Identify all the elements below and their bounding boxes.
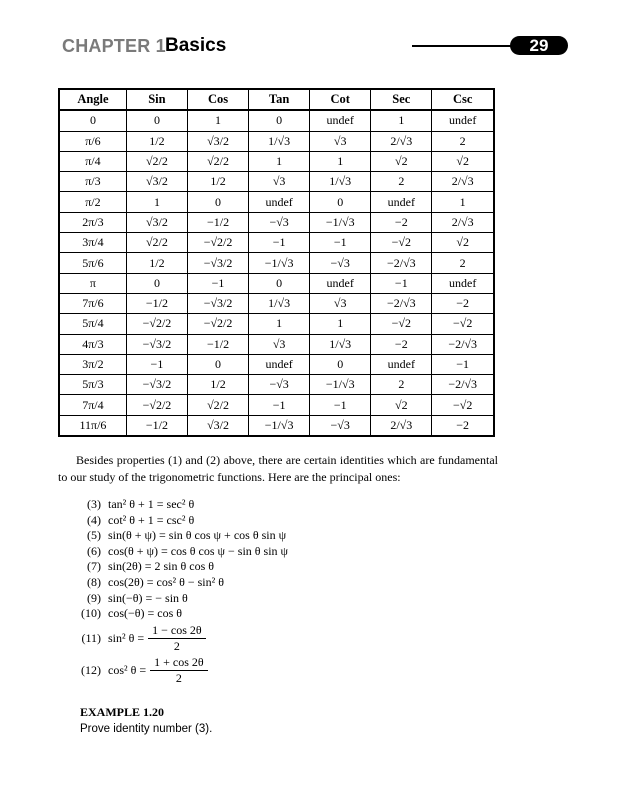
identity-number: (12)	[81, 662, 101, 677]
table-cell: −1/√3	[310, 212, 371, 232]
identity-formula: cos(2θ) = cos² θ − sin² θ	[108, 574, 224, 589]
table-cell: −√2/2	[187, 314, 248, 334]
table-cell: −1	[371, 273, 432, 293]
table-cell: 1	[310, 151, 371, 171]
table-cell: −1/2	[126, 415, 187, 436]
table-cell: −√3/2	[187, 293, 248, 313]
table-cell: undef	[371, 192, 432, 212]
identity-item	[67, 559, 487, 575]
chapter-label: CHAPTER 1	[62, 36, 166, 56]
page-header	[62, 34, 572, 62]
table-cell: √3/2	[187, 415, 248, 436]
table-cell: 1/2	[187, 172, 248, 192]
table-cell: 0	[126, 273, 187, 293]
table-row	[59, 192, 494, 212]
table-cell: undef	[432, 273, 494, 293]
table-row	[59, 314, 494, 334]
column-header: Sec	[371, 89, 432, 110]
table-cell: −1/2	[187, 212, 248, 232]
table-cell: −1/2	[187, 334, 248, 354]
table-cell: undef	[310, 273, 371, 293]
table-cell: 0	[249, 110, 310, 131]
table-cell: undef	[371, 354, 432, 374]
table-row	[59, 415, 494, 436]
identity-item	[67, 591, 487, 607]
identity-number: (7)	[87, 559, 101, 574]
table-cell: −√3/2	[126, 375, 187, 395]
table-cell: 2	[432, 253, 494, 273]
table-cell: √2/2	[126, 151, 187, 171]
table-cell: √2	[432, 233, 494, 253]
table-cell: −1	[187, 273, 248, 293]
table-cell: 2/√3	[371, 415, 432, 436]
table-cell: √2	[432, 151, 494, 171]
table-row	[59, 334, 494, 354]
table-cell: 1	[249, 314, 310, 334]
table-cell: √3	[249, 334, 310, 354]
fraction	[148, 623, 206, 654]
intro-paragraph: Besides properties (1) and (2) above, there are certain identities which are fundamental to our study of the trigonometric functions. Here are the principal ones:	[58, 453, 498, 484]
table-cell: π/6	[59, 131, 126, 151]
table-cell: undef	[432, 110, 494, 131]
table-cell: 3π/4	[59, 233, 126, 253]
table-cell: π/3	[59, 172, 126, 192]
table-cell: −2	[432, 415, 494, 436]
identity-formula: sin(2θ) = 2 sin θ cos θ	[108, 559, 215, 574]
identity-number: (5)	[87, 528, 101, 543]
table-cell: 1	[187, 110, 248, 131]
table-cell: π	[59, 273, 126, 293]
table-cell: 1	[432, 192, 494, 212]
table-cell: −√3	[310, 253, 371, 273]
table-row	[59, 273, 494, 293]
table-cell: 2	[371, 375, 432, 395]
identity-formula: cos(θ + ψ) = cos θ cos ψ − sin θ sin ψ	[108, 543, 289, 558]
table-cell: −√3	[310, 415, 371, 436]
table-cell: 2π/3	[59, 212, 126, 232]
table-cell: 5π/3	[59, 375, 126, 395]
identity-formula: sin(−θ) = − sin θ	[108, 590, 188, 605]
table-cell: 2/√3	[432, 212, 494, 232]
identity-item	[67, 513, 487, 529]
table-cell: √2	[371, 395, 432, 415]
table-cell: −√2	[371, 314, 432, 334]
table-cell: −√2/2	[126, 314, 187, 334]
column-header: Csc	[432, 89, 494, 110]
identity-item	[67, 655, 487, 686]
table-cell: √2/2	[187, 151, 248, 171]
table-cell: −√3	[249, 212, 310, 232]
identity-number: (4)	[87, 512, 101, 527]
table-cell: −1	[432, 354, 494, 374]
table-cell: −1	[310, 233, 371, 253]
table-header-row	[59, 89, 494, 110]
header-rule	[412, 45, 524, 47]
table-cell: 1	[249, 151, 310, 171]
table-cell: −√2	[432, 395, 494, 415]
table-cell: 2/√3	[432, 172, 494, 192]
table-cell: 1/2	[126, 253, 187, 273]
table-row	[59, 354, 494, 374]
table-row	[59, 233, 494, 253]
table-cell: 1	[126, 192, 187, 212]
table-cell: −2	[432, 293, 494, 313]
fraction-denominator: 2	[175, 670, 182, 685]
table-body	[59, 110, 494, 436]
table-cell: −√3	[249, 375, 310, 395]
table-cell: √3	[310, 131, 371, 151]
table-cell: 11π/6	[59, 415, 126, 436]
identity-formula: sin(θ + ψ) = sin θ cos ψ + cos θ sin ψ	[108, 528, 287, 543]
table-cell: −1	[126, 354, 187, 374]
table-cell: √2/2	[126, 233, 187, 253]
identity-number: (6)	[87, 543, 101, 558]
identities-list	[67, 497, 487, 686]
table-cell: 1	[371, 110, 432, 131]
table-cell: √3/2	[126, 172, 187, 192]
table-cell: −2	[371, 334, 432, 354]
identity-number: (11)	[81, 630, 101, 645]
identity-formula: cot² θ + 1 = csc² θ	[108, 512, 195, 527]
table-cell: −√3/2	[126, 334, 187, 354]
table-cell: 0	[310, 354, 371, 374]
table-row	[59, 253, 494, 273]
table-row	[59, 293, 494, 313]
table-cell: 2	[371, 172, 432, 192]
table-cell: 0	[187, 354, 248, 374]
table-cell: 2	[432, 131, 494, 151]
table-cell: −2	[371, 212, 432, 232]
column-header: Sin	[126, 89, 187, 110]
table-cell: √2/2	[187, 395, 248, 415]
identity-item	[67, 575, 487, 591]
table-cell: undef	[249, 192, 310, 212]
example-title: EXAMPLE 1.20	[80, 705, 164, 719]
table-cell: undef	[310, 110, 371, 131]
table-cell: −√2/2	[187, 233, 248, 253]
identity-item	[67, 606, 487, 622]
table-cell: 3π/2	[59, 354, 126, 374]
table-cell: 1/2	[126, 131, 187, 151]
table-row	[59, 375, 494, 395]
table-cell: −2/√3	[432, 375, 494, 395]
identity-lhs: sin² θ =	[108, 630, 145, 645]
trig-values-table	[58, 88, 495, 437]
identity-number: (8)	[87, 574, 101, 589]
table-cell: −2/√3	[371, 253, 432, 273]
table-cell: −1/2	[126, 293, 187, 313]
fraction-numerator: 1 + cos 2θ	[150, 655, 208, 671]
table-cell: 1/2	[187, 375, 248, 395]
table-cell: π/4	[59, 151, 126, 171]
table-cell: −√3/2	[187, 253, 248, 273]
table-cell: 1	[310, 314, 371, 334]
table-cell: 7π/6	[59, 293, 126, 313]
identity-number: (9)	[87, 590, 101, 605]
table-cell: 1/√3	[249, 131, 310, 151]
table-row	[59, 110, 494, 131]
fraction-denominator: 2	[173, 638, 180, 653]
table-cell: −1/√3	[310, 375, 371, 395]
table-row	[59, 172, 494, 192]
column-header: Cos	[187, 89, 248, 110]
table-cell: −√2/2	[126, 395, 187, 415]
table-cell: undef	[249, 354, 310, 374]
table-row	[59, 151, 494, 171]
table-cell: −1/√3	[249, 415, 310, 436]
table-cell: −2/√3	[371, 293, 432, 313]
table-cell: 0	[249, 273, 310, 293]
table-cell: −1	[249, 233, 310, 253]
table-cell: √3	[249, 172, 310, 192]
table-cell: 5π/4	[59, 314, 126, 334]
example-text: Prove identity number (3).	[80, 723, 213, 735]
identity-item	[67, 528, 487, 544]
column-header: Angle	[59, 89, 126, 110]
identity-number: (3)	[87, 497, 101, 511]
table-row	[59, 131, 494, 151]
column-header: Cot	[310, 89, 371, 110]
identity-number: (10)	[81, 606, 101, 621]
page-number: 29	[510, 36, 568, 55]
identity-formula: tan² θ + 1 = sec² θ	[108, 497, 195, 511]
table-cell: √3/2	[126, 212, 187, 232]
identity-item	[67, 497, 487, 513]
table-cell: 5π/6	[59, 253, 126, 273]
table-cell: −√2	[432, 314, 494, 334]
table-cell: 1/√3	[310, 172, 371, 192]
table-cell: 0	[126, 110, 187, 131]
table-cell: 0	[59, 110, 126, 131]
identity-formula: cos(−θ) = cos θ	[108, 606, 183, 621]
chapter-title: Basics	[165, 35, 227, 56]
table-cell: −√2	[371, 233, 432, 253]
table-cell: −1	[310, 395, 371, 415]
table-cell: −1	[249, 395, 310, 415]
table-row	[59, 395, 494, 415]
table-row	[59, 212, 494, 232]
fraction	[150, 655, 208, 686]
table-cell: π/2	[59, 192, 126, 212]
table-cell: √2	[371, 151, 432, 171]
identity-item	[67, 544, 487, 560]
fraction-numerator: 1 − cos 2θ	[148, 623, 206, 639]
identity-lhs: cos² θ =	[108, 662, 147, 677]
table-cell: √3/2	[187, 131, 248, 151]
table-cell: 1/√3	[310, 334, 371, 354]
table-cell: −1/√3	[249, 253, 310, 273]
table-cell: 7π/4	[59, 395, 126, 415]
table-cell: 0	[310, 192, 371, 212]
table-cell: 4π/3	[59, 334, 126, 354]
column-header: Tan	[249, 89, 310, 110]
table-cell: −2/√3	[432, 334, 494, 354]
identity-item	[67, 623, 487, 654]
table-cell: 0	[187, 192, 248, 212]
table-cell: 2/√3	[371, 131, 432, 151]
table-cell: √3	[310, 293, 371, 313]
table-cell: 1/√3	[249, 293, 310, 313]
